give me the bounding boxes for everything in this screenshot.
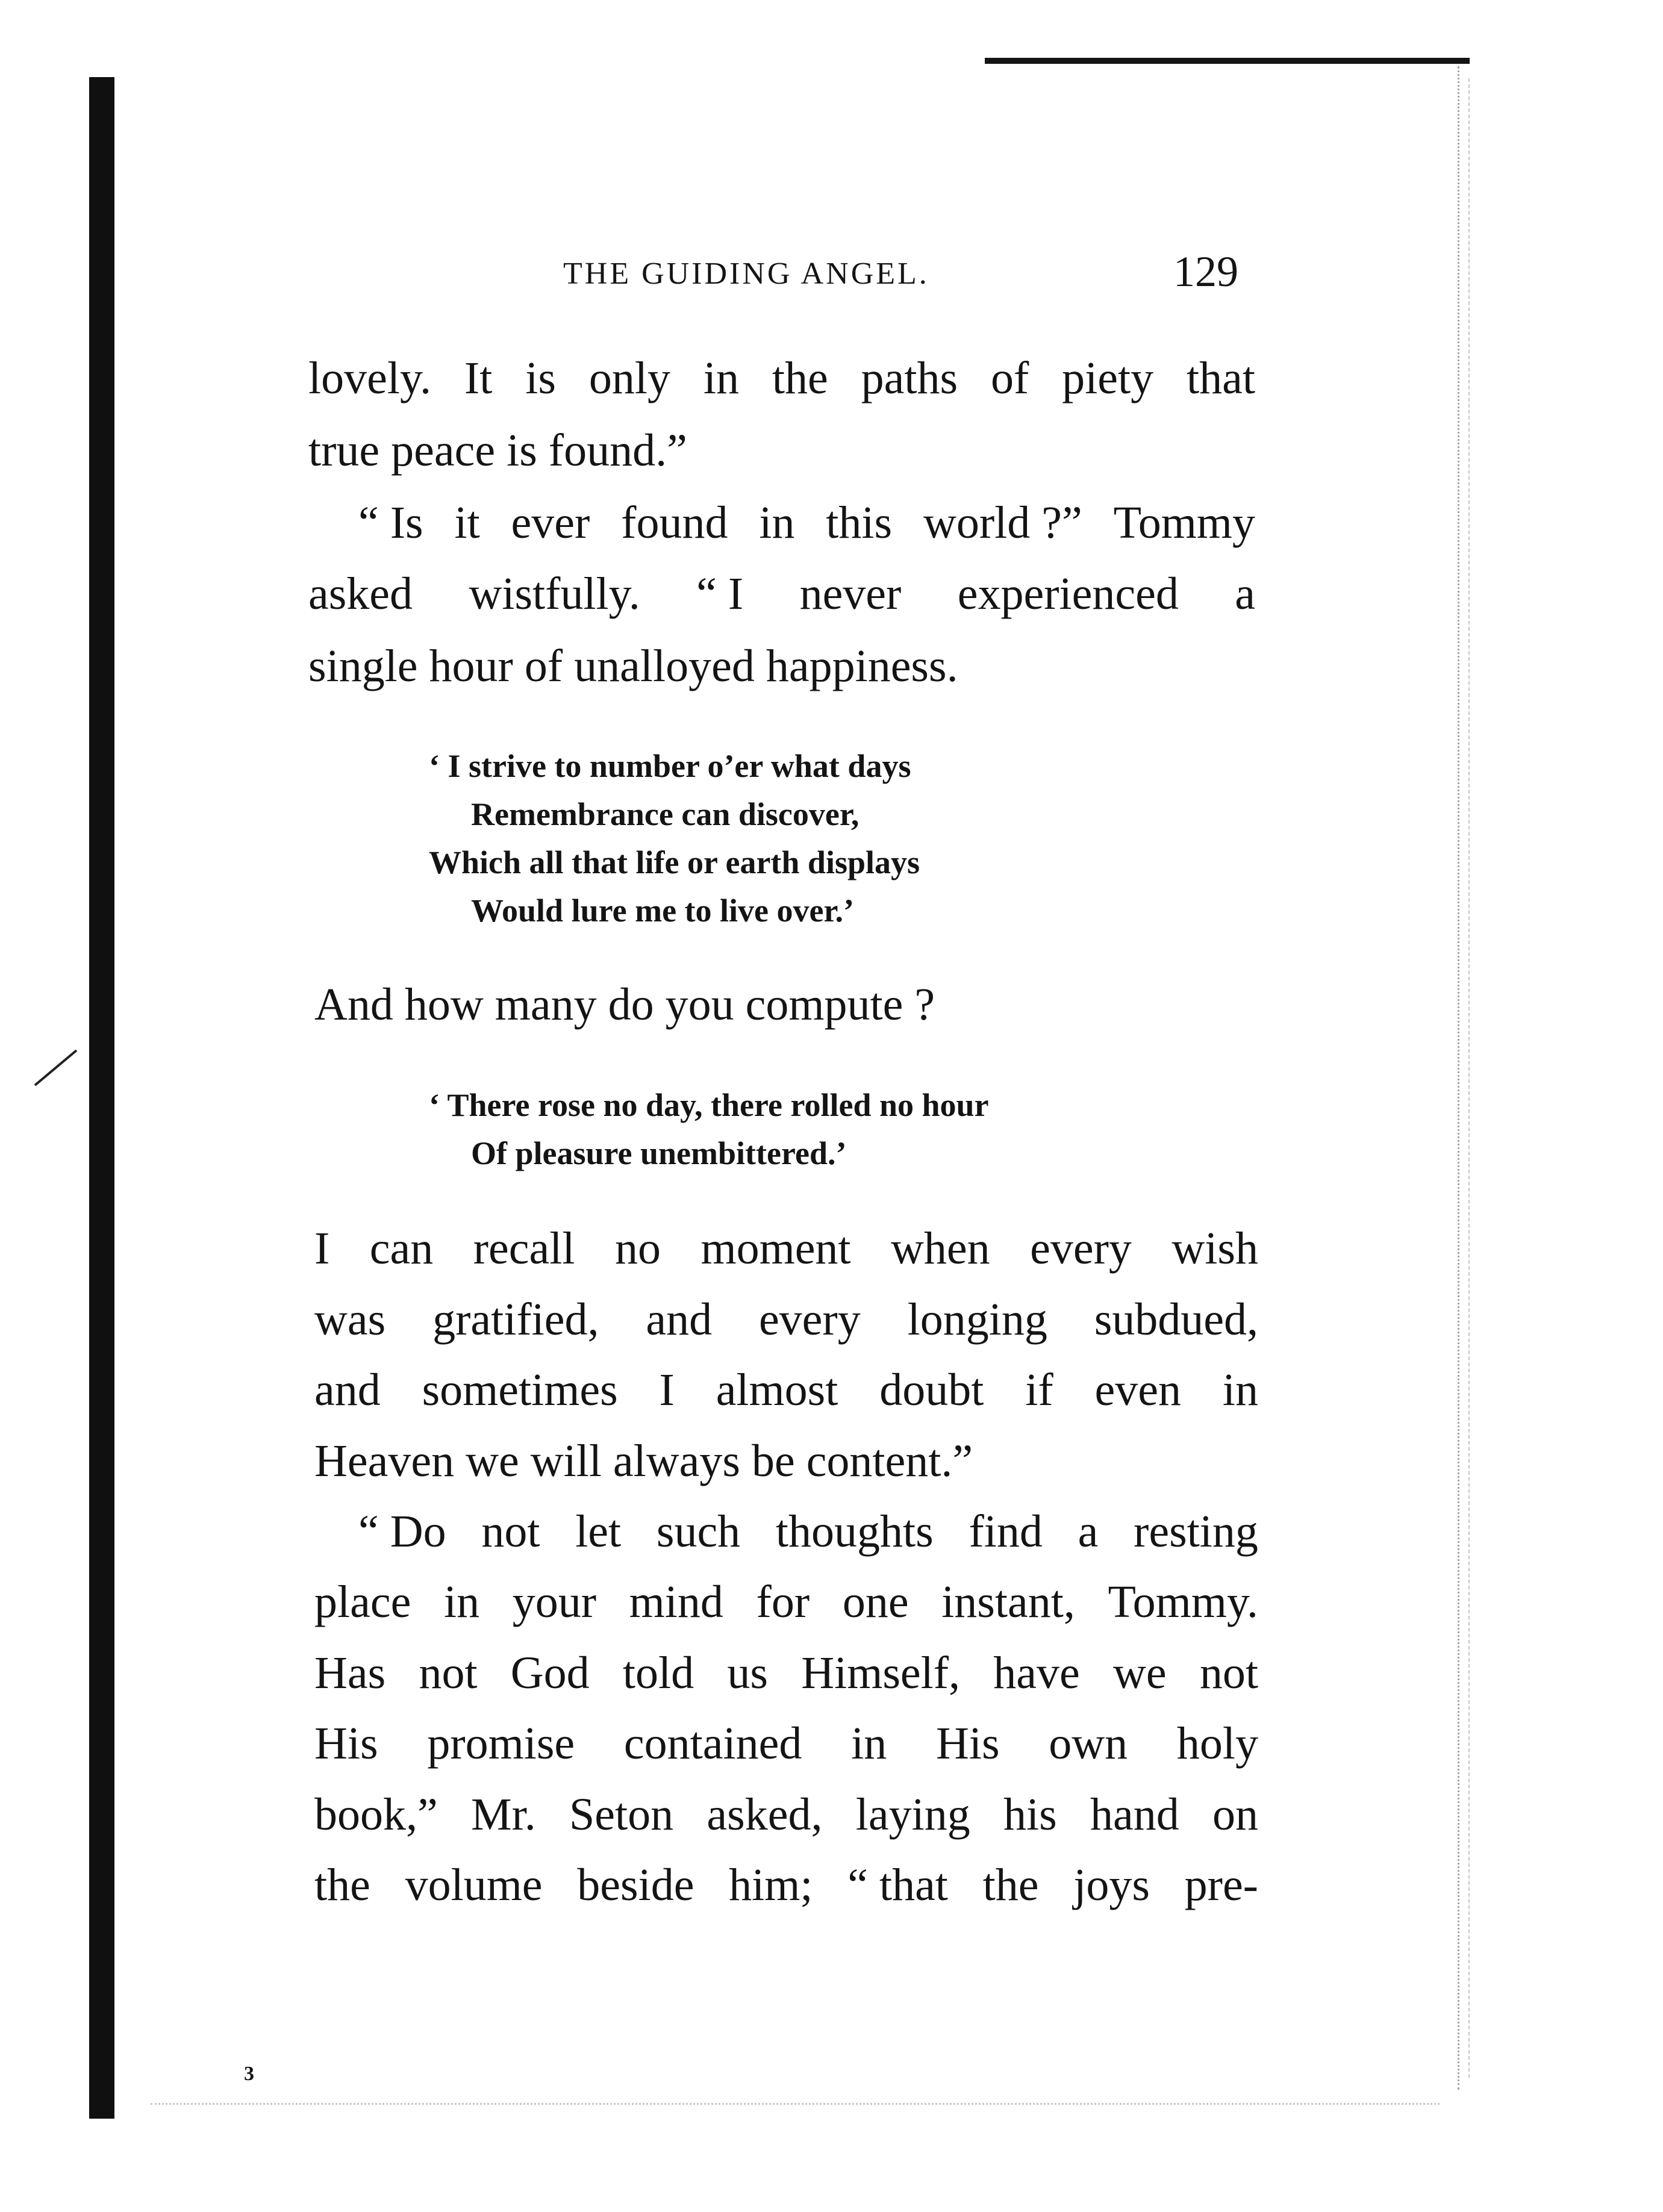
word: found (621, 497, 728, 548)
text-line (314, 1294, 1258, 1345)
word: Himself, (801, 1648, 961, 1698)
word: was (314, 1294, 386, 1345)
word: find (969, 1506, 1043, 1557)
word: place (314, 1577, 411, 1627)
word: in (759, 497, 795, 548)
word: if (1025, 1365, 1053, 1415)
text-line (314, 1862, 1258, 1908)
word: wish (1172, 1223, 1258, 1274)
word: His (935, 1718, 1000, 1769)
word: own (1049, 1718, 1128, 1769)
word: have (993, 1648, 1080, 1698)
word: in (703, 353, 739, 403)
word: recall (473, 1223, 575, 1274)
word: joys (1073, 1860, 1150, 1910)
word: that (1187, 353, 1255, 403)
word: for (756, 1577, 810, 1627)
word: this (826, 497, 893, 548)
word: your (512, 1577, 597, 1627)
word: in (851, 1718, 887, 1769)
word: Tommy. (1108, 1577, 1258, 1627)
word: world ?” (923, 497, 1082, 548)
text-line (314, 1789, 1258, 1840)
word: we (1113, 1648, 1167, 1698)
word: not (1199, 1648, 1258, 1698)
word: paths (861, 353, 958, 403)
word: volume (405, 1860, 543, 1910)
word: one (842, 1577, 909, 1627)
word: of (990, 353, 1029, 403)
page-number: 129 (1173, 248, 1238, 296)
word: contained (623, 1718, 802, 1769)
word: lovely. (308, 353, 432, 403)
text-line (308, 571, 1255, 617)
word: asked (308, 569, 413, 619)
word: experienced (957, 569, 1179, 619)
word: Mr. (471, 1789, 536, 1840)
word: His (314, 1718, 378, 1769)
word: resting (1134, 1506, 1258, 1557)
word: mind (629, 1577, 723, 1627)
word: “ that (847, 1860, 948, 1910)
text-line (358, 497, 1255, 548)
word: asked, (707, 1789, 823, 1840)
scan-bottom-dots (151, 2103, 1440, 2107)
text-line (358, 1506, 1258, 1557)
word: I (659, 1365, 675, 1415)
running-title: THE GUIDING ANGEL. (563, 257, 929, 291)
word: pre- (1184, 1860, 1258, 1910)
verse-line: ‘ There rose no day, there rolled no hour (429, 1087, 989, 1123)
word: “ Is (358, 497, 423, 548)
word: let (575, 1506, 622, 1557)
word: hand (1090, 1789, 1179, 1840)
word: “ I (696, 569, 744, 619)
word: wistfully. (469, 569, 640, 619)
word: the (772, 353, 828, 403)
scan-top-rule (985, 58, 1470, 64)
word: every (1030, 1223, 1132, 1274)
text-line: And how many do you compute ? (314, 979, 935, 1030)
word: “ Do (358, 1506, 446, 1557)
text-line: single hour of unalloyed happiness. (308, 641, 958, 691)
word: Has (314, 1648, 386, 1698)
scan-right-edge-secondary (1468, 78, 1472, 2078)
word: on (1212, 1789, 1258, 1840)
word: thoughts (775, 1506, 934, 1557)
word: in (443, 1577, 480, 1627)
word: I (314, 1223, 330, 1274)
word: no (614, 1223, 661, 1274)
text-line (314, 1223, 1258, 1274)
scan-pencil-mark (34, 1050, 78, 1086)
text-line (308, 355, 1255, 401)
verse-line: ‘ I strive to number o’er what days (429, 748, 911, 784)
scan-right-edge (1458, 66, 1463, 2090)
word: when (891, 1223, 990, 1274)
word: a (1078, 1506, 1099, 1557)
text-line (314, 1650, 1258, 1696)
word: gratified, (432, 1294, 599, 1345)
word: ever (511, 497, 590, 548)
word: sometimes (422, 1365, 618, 1415)
word: the (314, 1860, 370, 1910)
word: even (1094, 1365, 1181, 1415)
verse-line: Which all that life or earth displays (429, 844, 920, 880)
word: piety (1062, 353, 1154, 403)
verse-line: Of pleasure unembittered.’ (471, 1135, 847, 1171)
scan-binding-shadow (89, 77, 114, 2119)
word: beside (577, 1860, 694, 1910)
text-line (314, 1579, 1258, 1625)
verse-line: Would lure me to live over.’ (471, 893, 854, 929)
word: instant, (941, 1577, 1075, 1627)
word: laying (855, 1789, 970, 1840)
text-line (314, 1718, 1258, 1769)
word: and (646, 1294, 713, 1345)
word: a (1235, 569, 1255, 619)
word: not (419, 1648, 478, 1698)
word: God (510, 1648, 590, 1698)
word: almost (716, 1365, 838, 1415)
word: moment (700, 1223, 851, 1274)
word: not (481, 1506, 540, 1557)
word: doubt (879, 1365, 984, 1415)
word: subdued, (1094, 1294, 1258, 1345)
word: It (464, 353, 493, 403)
word: promise (427, 1718, 575, 1769)
word: him; (729, 1860, 813, 1910)
verse-line: Remembrance can discover, (471, 796, 860, 832)
word: told (622, 1648, 694, 1698)
text-line: true peace is found.” (308, 425, 687, 476)
stray-mark: 3 (244, 2063, 254, 2085)
word: never (799, 569, 902, 619)
word: is (525, 353, 556, 403)
word: longing (907, 1294, 1047, 1345)
word: Tommy (1113, 497, 1255, 548)
word: and (314, 1365, 381, 1415)
text-line (314, 1367, 1258, 1413)
word: us (727, 1648, 768, 1698)
word: book,” (314, 1789, 438, 1840)
word: his (1003, 1789, 1057, 1840)
text-line: Heaven we will always be content.” (314, 1436, 973, 1486)
word: holy (1176, 1718, 1258, 1769)
word: Seton (569, 1789, 674, 1840)
word: can (369, 1223, 434, 1274)
word: the (982, 1860, 1039, 1910)
word: such (656, 1506, 741, 1557)
word: it (454, 497, 480, 548)
word: every (758, 1294, 861, 1345)
word: only (588, 353, 670, 403)
word: in (1222, 1365, 1258, 1415)
